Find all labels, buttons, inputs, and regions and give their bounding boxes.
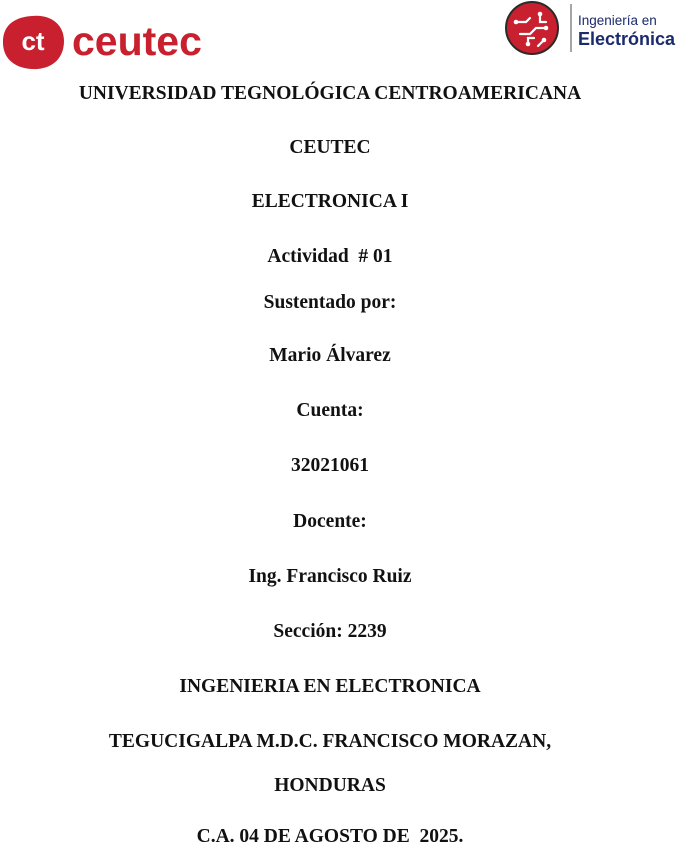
ceutec-logo-mark: ct <box>21 26 45 56</box>
student-name: Mario Álvarez <box>269 345 391 366</box>
logo-line1: Ingeniería en <box>578 13 657 28</box>
institution-name: CEUTEC <box>289 137 371 158</box>
account-label: Cuenta: <box>296 400 364 421</box>
presented-by-label: Sustentado por: <box>263 292 397 313</box>
teacher-label: Docente: <box>293 511 367 532</box>
ceutec-logo-text: ceutec <box>72 18 202 64</box>
ceutec-logo <box>2 10 212 72</box>
career-name: INGENIERIA EN ELECTRONICA <box>179 676 481 697</box>
circuit-emblem-icon <box>506 2 558 54</box>
teacher-name: Ing. Francisco Ruiz <box>248 566 412 587</box>
city-line-2: HONDURAS <box>274 775 386 796</box>
course-name: ELECTRONICA I <box>251 191 409 212</box>
activity-title: Actividad # 01 <box>267 246 393 267</box>
logo-line2: Electrónica <box>578 29 676 49</box>
city-line-1: TEGUCIGALPA M.D.C. FRANCISCO MORAZAN, <box>108 731 552 752</box>
ingenieria-electronica-logo <box>500 0 676 62</box>
section-number: Sección: 2239 <box>273 621 387 642</box>
account-number: 32021061 <box>291 455 369 476</box>
university-title: UNIVERSIDAD TEGNOLÓGICA CENTROAMERICANA <box>78 83 582 104</box>
date-line: C.A. 04 DE AGOSTO DE 2025. <box>196 826 464 847</box>
